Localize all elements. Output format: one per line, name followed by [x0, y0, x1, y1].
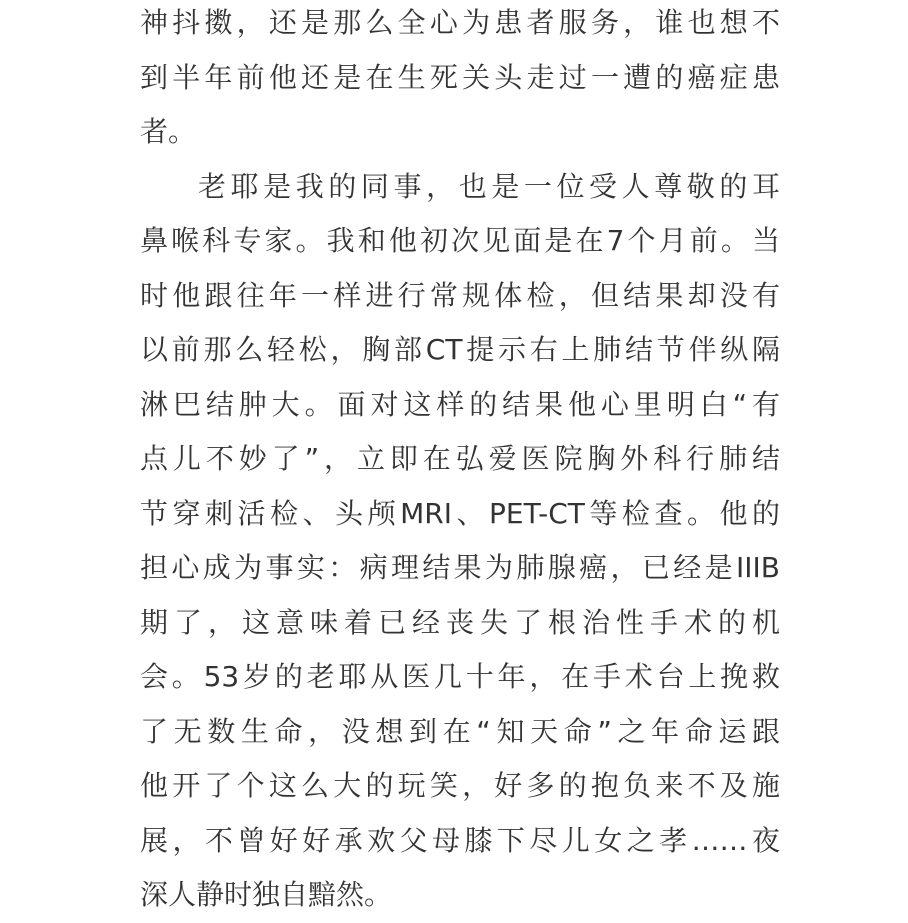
- text-line: 鼻喉科专家。我和他初次见面是在7个月前。当: [140, 224, 780, 257]
- text-line: 会。53岁的老耶从医几十年，在手术台上挽救: [140, 660, 780, 693]
- text-line: 点儿不妙了”，立即在弘爱医院胸外科行肺结: [140, 442, 780, 475]
- text-line: 了无数生命，没想到在“知天命”之年命运跟: [140, 714, 780, 748]
- text-line: 他开了个这么大的玩笑，好多的抱负来不及施: [140, 769, 780, 802]
- text-line: 节穿刺活检、头颅MRI、PET-CT等检查。他的: [140, 496, 780, 530]
- article-body: [140, 0, 780, 923]
- paragraph-first-line: 老耶是我的同事，也是一位受人尊敬的耳: [198, 169, 780, 203]
- text-line: 展，不曾好好承欢父母膝下尽儿女之孝……夜: [140, 823, 780, 857]
- text-line: 以前那么轻松，胸部CT提示右上肺结节伴纵隔: [140, 333, 780, 366]
- text-line: 期了，这意味着已经丧失了根治性手术的机: [140, 605, 780, 639]
- text-line: 者。: [140, 115, 197, 148]
- text-line: 到半年前他还是在生死关头走过一遭的癌症患: [140, 60, 780, 94]
- text-line: 深人静时独自黯然。: [140, 878, 393, 911]
- text-line: 时他跟往年一样进行常规体检，但结果却没有: [140, 278, 780, 312]
- text-line: 淋巴结肿大。面对这样的结果他心里明白“有: [140, 387, 780, 421]
- text-line: 神抖擞，还是那么全心为患者服务，谁也想不: [140, 6, 780, 39]
- text-line: 担心成为事实：病理结果为肺腺癌，已经是IIIB: [140, 551, 780, 584]
